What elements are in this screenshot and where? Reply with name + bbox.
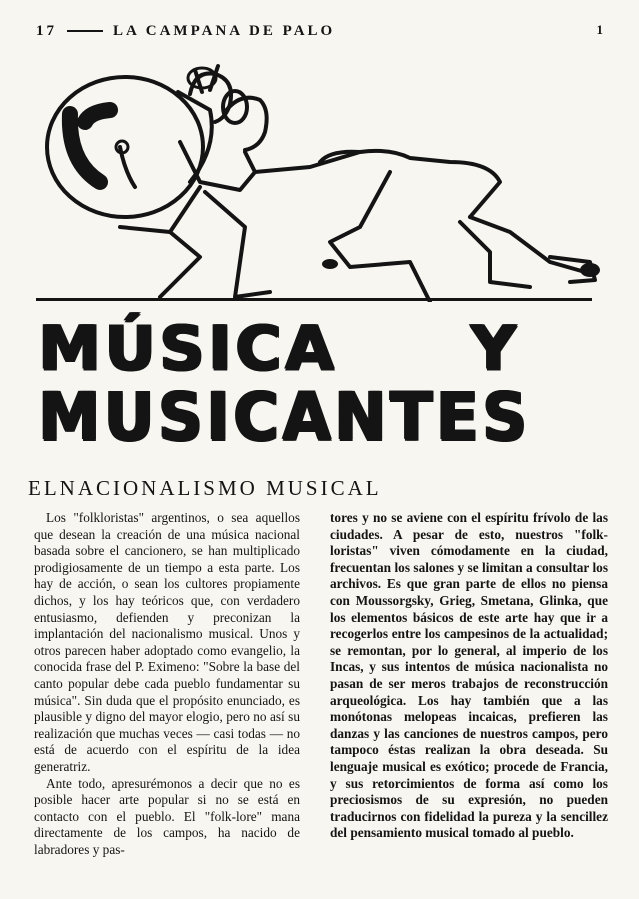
page-header — [36, 20, 606, 42]
magazine-title: LA CAMPANA DE PALO — [113, 22, 336, 39]
page-number: 17 — [36, 22, 57, 39]
banner-line-1 — [38, 312, 570, 384]
header-rule — [67, 30, 103, 32]
paragraph: Ante todo, apresurémonos a decir que no es posible hacer arte popular si no se está en contacto con el pueblo. El "folk-lore" mana directamente de los campos, ha nacido de labradores y pas- — [34, 775, 300, 857]
banner-y: Y — [470, 312, 520, 384]
banner-line-2: MUSICANTES — [38, 378, 531, 455]
ground-line — [36, 298, 592, 301]
header-mark: 1 — [596, 22, 606, 37]
paragraph: tores y no se aviene con el espíritu frívolo de las ciudades. A pesar de esto, nuestros "folk-loristas" viven cómodamente en la ciudad, frecuentan los salones y se limitan a consultar los archivos. Es que gran parte de ellos no piensa con Moussorgsky, Grieg, Smetana, Glinka, que los elementos básicos de este arte hay que ir a recogerlos entre los campesinos de la actualidad; se remontan, por lo general, al imperio de los Incas, y sus intentos de música nacionalista no pasan de ser meros trabajos de reconstrucción arqueológica. Los hay también que a las monótonas melopeas incaicas, prefieren las danzas y las canciones de nuestros campos, pero tampoco éstas realizan la obra deseada. Su lenguaje musical es exótico; procede de Francia, y sus retorcimientos de forma así como los preciosismos de su expresión, no pueden traducirnos con fidelidad la pureza y la sencillez del pensamiento musical tomado al pueblo. — [330, 510, 608, 841]
article-title: ELNACIONALISMO MUSICAL — [28, 476, 382, 500]
paragraph: Los "folkloristas" argentinos, o sea aquellos que desean la creación de una música nacional basada sobre el cancionero, se han multiplicado prodigiosamente de un tiempo a esta parte. Los hay de acción, o sean los cultores propiamente dichos, y los hay teóricos que, con verdadero entusiasmo, defienden y preconizan la implantación del nacionalismo musical. Unos y otros parecen haber adoptado como evangelio, la conocida frase del P. Eximeno: "Sobre la base del canto popular debe cada pueblo fundamentar su música". Sin duda que el propósito enunciado, es plausible y digno del mayor elogio, pero no así su realización que muchas veces — casi todas — no está de acuerdo con el espíritu de la idea generatriz. — [34, 510, 300, 774]
banner-musica: MÚSICA — [38, 312, 338, 384]
column-left — [34, 510, 300, 858]
drummer-illustration — [30, 52, 610, 302]
column-right — [330, 510, 608, 842]
